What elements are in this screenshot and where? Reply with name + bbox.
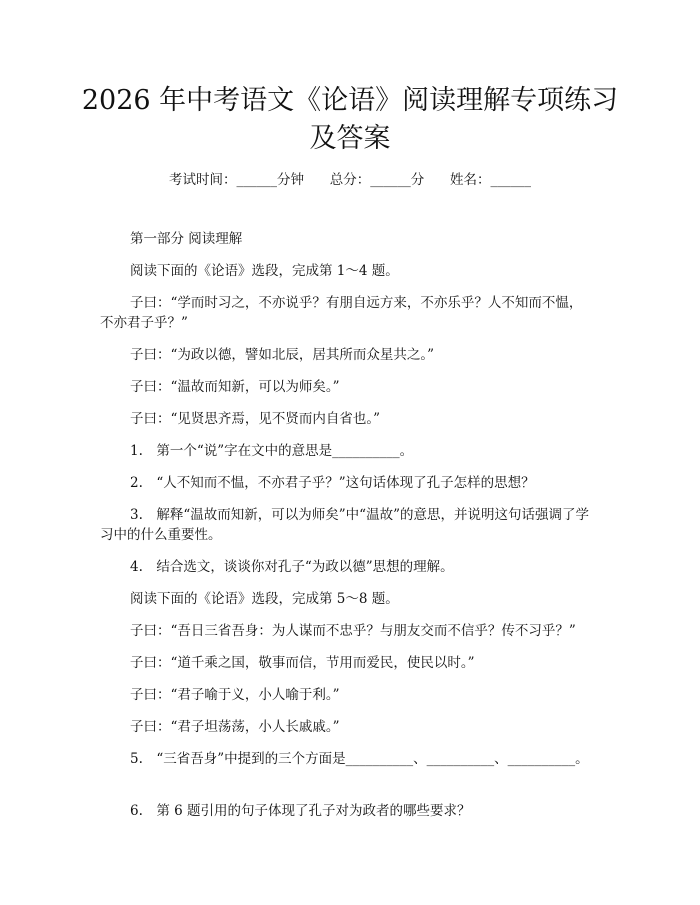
question-3: 3. 解释“温故而知新，可以为师矣”中“温故”的意思，并说明这句话强调了学习中的什么重要性。	[100, 507, 589, 543]
passage-2-line-3: 子曰：“君子喻于义，小人喻于利。”	[130, 687, 340, 703]
question-1: 1. 第一个“说”字在文中的意思是__________。	[130, 443, 414, 459]
question-2: 2. “人不知而不愠，不亦君子乎？”这句话体现了孔子怎样的思想？	[130, 475, 535, 491]
section-heading: 第一部分 阅读理解	[130, 231, 243, 247]
passage-1-line-1: 子曰：“学而时习之，不亦说乎？有朋自远方来，不亦乐乎？人不知而不愠，不亦君子乎？”	[100, 295, 583, 331]
question-4: 4. 结合选文，谈谈你对孔子“为政以德”思想的理解。	[130, 559, 454, 575]
passage-1-line-4: 子曰：“见贤思齐焉，见不贤而内自省也。”	[130, 411, 381, 427]
document-title-line-1: 2026 年中考语文《论语》阅读理解专项练习	[81, 85, 619, 116]
passage-1-intro: 阅读下面的《论语》选段，完成第 1～4 题。	[130, 263, 399, 279]
question-6: 6. 第 6 题引用的句子体现了孔子对为政者的哪些要求？	[130, 803, 471, 819]
exam-meta-line: 考试时间：______分钟 总分：______分 姓名：______	[169, 172, 531, 188]
passage-1-line-3: 子曰：“温故而知新，可以为师矣。”	[130, 379, 340, 395]
passage-2-intro: 阅读下面的《论语》选段，完成第 5～8 题。	[130, 591, 399, 607]
document-title-line-2: 及答案	[309, 123, 391, 154]
passage-2-line-4: 子曰：“君子坦荡荡，小人长戚戚。”	[130, 719, 340, 735]
passage-2-line-1: 子曰：“吾日三省吾身：为人谋而不忠乎？与朋友交而不信乎？传不习乎？”	[130, 623, 576, 639]
passage-1-line-2: 子曰：“为政以德，譬如北辰，居其所而众星共之。”	[130, 347, 435, 363]
question-5: 5. “三省吾身”中提到的三个方面是__________、__________、__________。	[130, 751, 589, 767]
passage-2-line-2: 子曰：“道千乘之国，敬事而信，节用而爱民，使民以时。”	[130, 655, 475, 671]
